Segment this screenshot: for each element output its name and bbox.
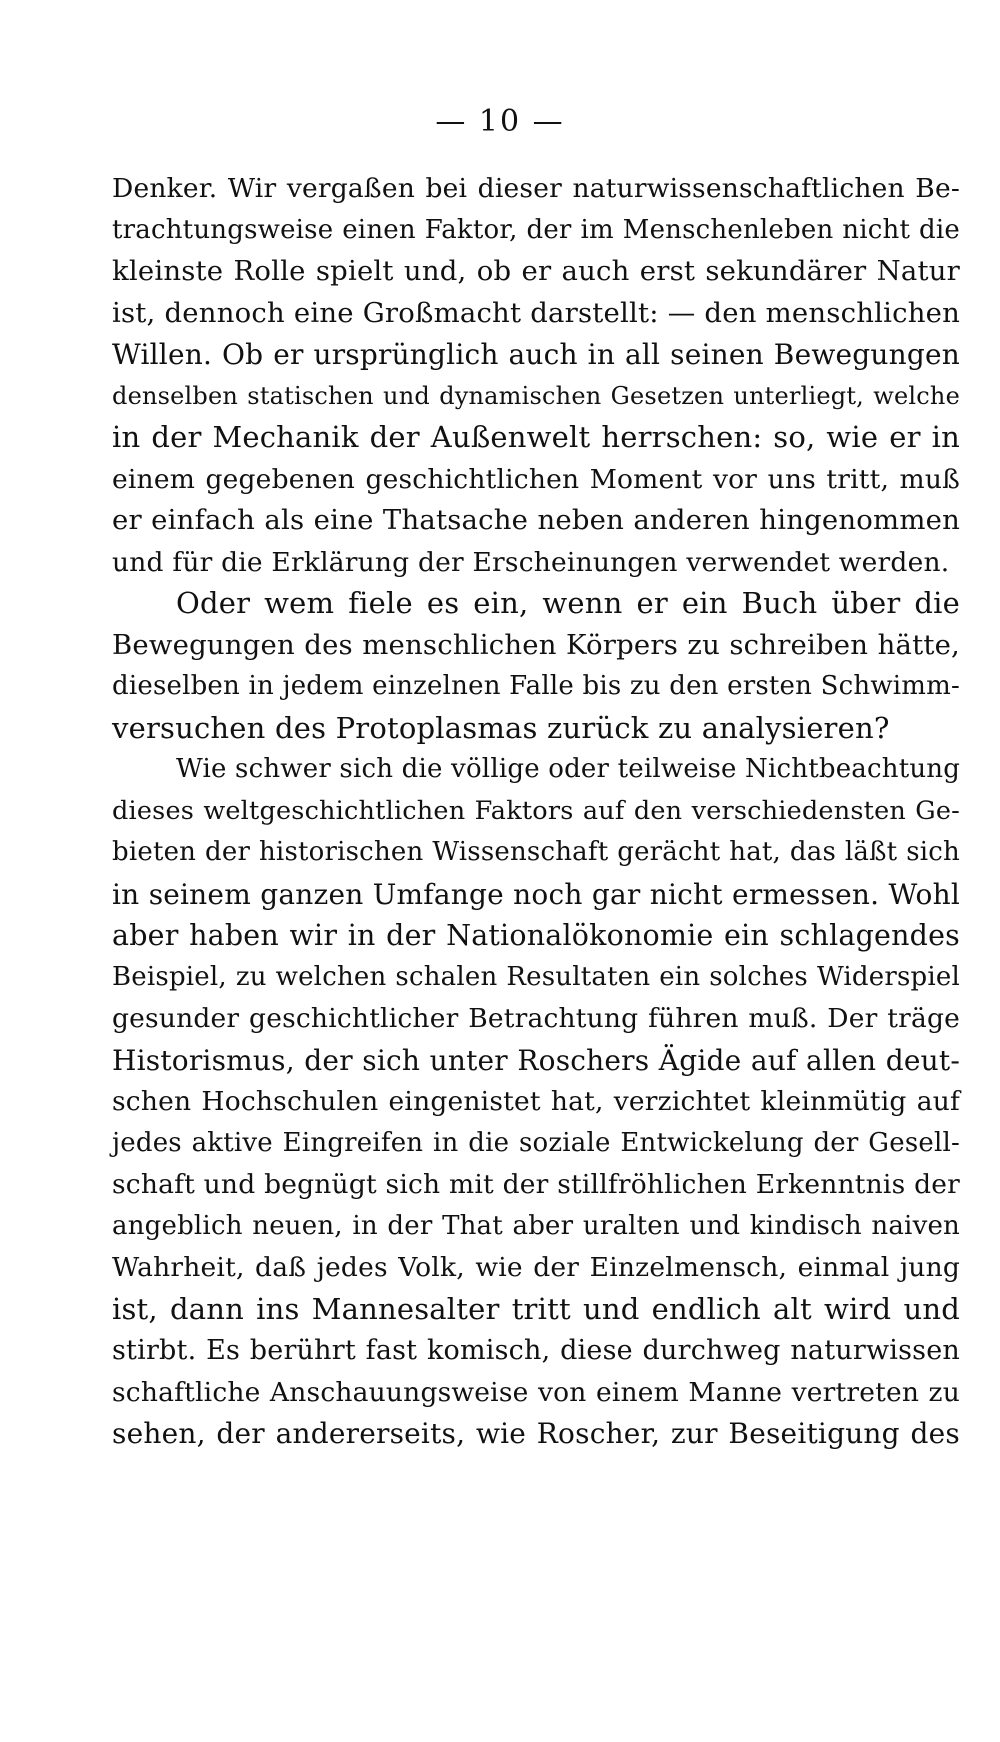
text-line: ist, dennoch eine Großmacht darstellt: — den menschlichen: [112, 296, 960, 329]
text-line: Wahrheit, daß jedes Volk, wie der Einzelmensch, einmal jung: [112, 1252, 960, 1283]
text-line: Historismus, der sich unter Roschers Ägide auf allen deut-: [112, 1043, 960, 1077]
text-line: einem gegebenen geschichtlichen Moment vor uns tritt, muß: [112, 463, 960, 495]
text-line: dieses weltgeschichtlichen Faktors auf den verschiedensten Ge-: [112, 795, 960, 826]
text-line: Willen. Ob er ursprünglich auch in all seinen Bewegungen: [112, 338, 960, 371]
text-line: trachtungsweise einen Faktor, der im Menschenleben nicht die: [112, 214, 960, 245]
text-line: er einfach als eine Thatsache neben anderen hingenommen: [112, 504, 960, 536]
body-text: [112, 168, 960, 1455]
text-line: jedes aktive Eingreifen in die soziale Entwickelung der Gesell-: [112, 1127, 960, 1158]
text-line: Denker. Wir vergaßen bei dieser naturwissenschaftlichen Be-: [112, 173, 960, 204]
text-line: angeblich neuen, in der That aber uralten und kindisch naiven: [112, 1210, 960, 1241]
text-line: bieten der historischen Wissenschaft gerächt hat, das läßt sich: [112, 837, 960, 867]
text-line: Wie schwer sich die völlige oder teilweise Nichtbeachtung: [176, 754, 961, 784]
text-line: kleinste Rolle spielt und, ob er auch erst sekundärer Natur: [112, 255, 960, 287]
text-line: schaftliche Anschauungsweise von einem Manne vertreten zu: [112, 1376, 960, 1408]
text-line: Bewegungen des menschlichen Körpers zu schreiben hätte,: [112, 628, 960, 661]
text-line: sehen, der andererseits, wie Roscher, zur Beseitigung des: [112, 1417, 960, 1450]
text-line: stirbt. Es berührt fast komisch, diese durchweg naturwissen: [112, 1335, 960, 1366]
text-line: in der Mechanik der Außenwelt herrschen: so, wie er in: [112, 420, 960, 454]
text-line: denselben statischen und dynamischen Gesetzen unterliegt, welche: [112, 381, 960, 410]
text-line: und für die Erklärung der Erscheinungen verwendet werden.: [112, 546, 950, 578]
text-line: dieselben in jedem einzelnen Falle bis zu den ersten Schwimm-: [112, 671, 960, 701]
text-line: schaft und begnügt sich mit der stillfröhlichen Erkenntnis der: [112, 1169, 960, 1200]
text-line: in seinem ganzen Umfange noch gar nicht ermessen. Wohl: [112, 877, 960, 911]
text-line: versuchen des Protoplasmas zurück zu analysieren?: [112, 710, 890, 745]
text-line: ist, dann ins Mannesalter tritt und endlich alt wird und: [112, 1291, 960, 1326]
text-line: gesunder geschichtlicher Betrachtung führen muß. Der träge: [112, 1003, 960, 1034]
text-line: Beispiel, zu welchen schalen Resultaten ein solches Widerspiel: [112, 961, 960, 992]
page-number: — 10 —: [435, 104, 565, 139]
text-line: aber haben wir in der Nationalökonomie ein schlagendes: [112, 919, 960, 952]
text-line: schen Hochschulen eingenistet hat, verzichtet kleinmütig auf: [112, 1086, 960, 1117]
text-line: Oder wem fiele es ein, wenn er ein Buch über die: [176, 586, 960, 620]
